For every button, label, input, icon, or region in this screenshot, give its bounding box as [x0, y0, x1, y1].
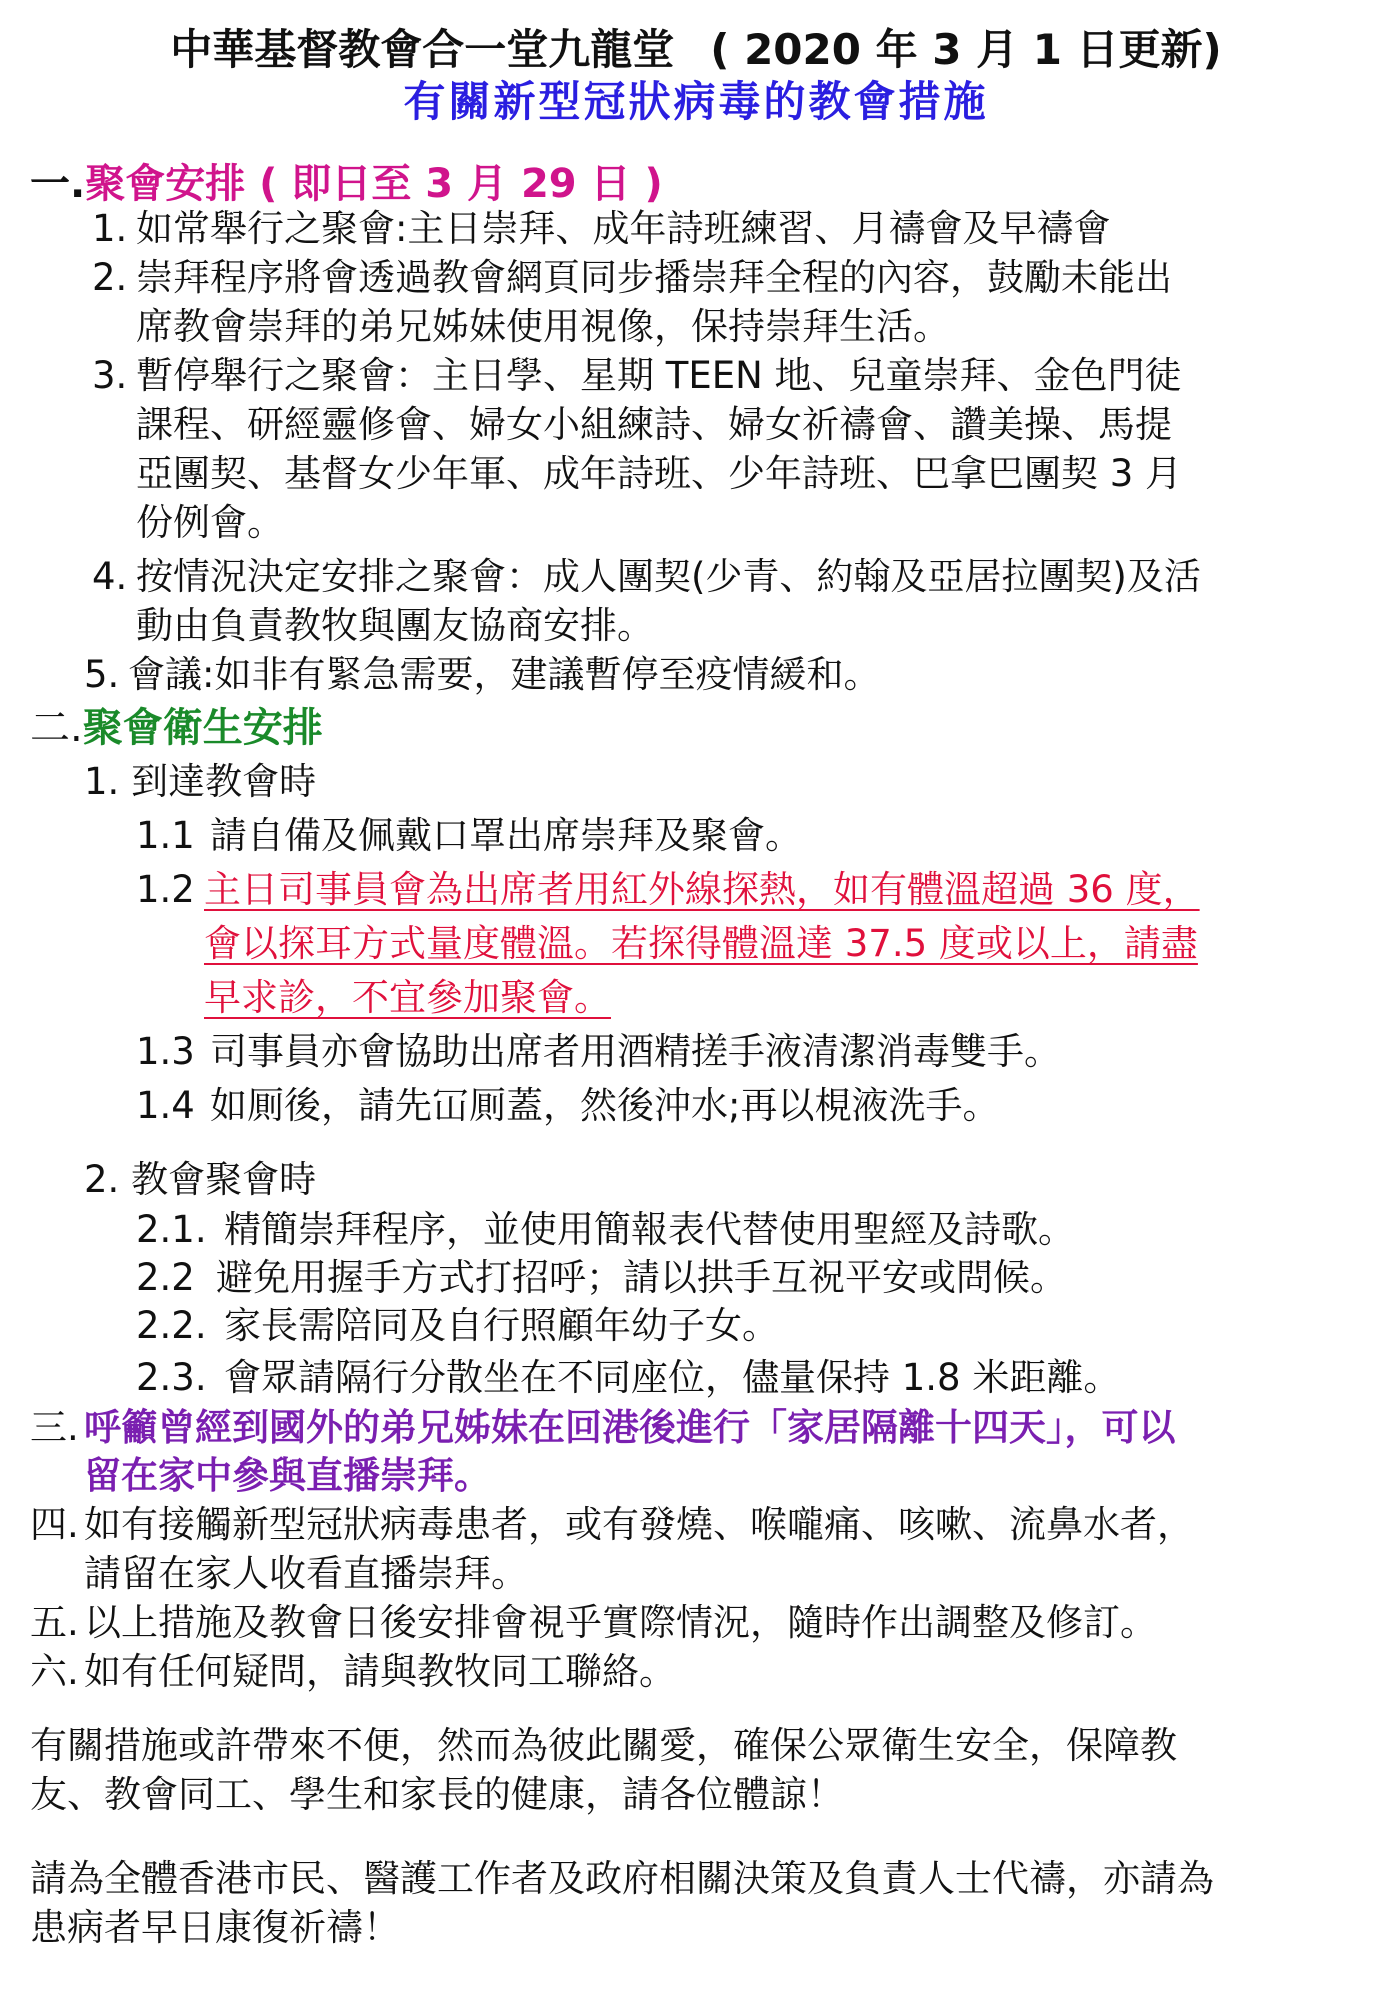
- sec2-item-2-1-text: 精簡崇拜程序，並使用簡報表代替使用聖經及詩歌。: [224, 1208, 1075, 1251]
- sec1-item-1-number: 1.: [92, 207, 128, 250]
- section-2-number: 二.: [30, 705, 83, 751]
- sec2-item-1-2-line-1: 主日司事員會為出席者用紅外線探熱，如有體溫超過 36 度，: [204, 868, 1200, 911]
- closing-2-line-2: 患病者早日康復祈禱！: [30, 1906, 400, 1949]
- sec1-item-4-number: 4.: [92, 555, 128, 598]
- closing-2-line-1: 請為全體香港市民、醫護工作者及政府相關決策及負責人士代禱，亦請為: [30, 1857, 1214, 1900]
- page-title: [0, 24, 1392, 76]
- sec1-item-2-line-1: 崇拜程序將會透過教會網頁同步播崇拜全程的內容，鼓勵未能出: [136, 256, 1172, 299]
- section-5-number: 五.: [30, 1601, 79, 1644]
- sec2-item-1-4-number: 1.4: [136, 1084, 195, 1127]
- sec1-item-3-line-3: 亞團契、基督女少年軍、成年詩班、少年詩班、巴拿巴團契 3 月: [136, 452, 1183, 495]
- section-3-number: 三.: [30, 1406, 79, 1449]
- sec2-item-1-2-line-3: 早求診，不宜參加聚會。: [204, 976, 611, 1019]
- sec1-item-3-line-1: 暫停舉行之聚會：主日學、星期 TEEN 地、兒童崇拜、金色門徒: [136, 354, 1182, 397]
- sec2-item-1-4-text: 如厠後，請先冚厠蓋，然後沖水;再以梘液洗手。: [210, 1084, 1000, 1127]
- sec1-item-5-line-1: 會議:如非有緊急需要，建議暫停至疫情緩和。: [128, 653, 881, 696]
- sec2-item-2-3-text: 會眾請隔行分散坐在不同座位，儘量保持 1.8 米距離。: [224, 1356, 1121, 1399]
- sec2-sub2-heading: 2. 教會聚會時: [84, 1158, 317, 1201]
- sec2-item-2-2b-number: 2.2.: [136, 1304, 207, 1347]
- sec2-item-1-1-text: 請自備及佩戴口罩出席崇拜及聚會。: [210, 814, 802, 857]
- sec1-item-1-line-1: 如常舉行之聚會:主日崇拜、成年詩班練習、月禱會及早禱會: [136, 207, 1111, 250]
- sec1-item-4-line-2: 動由負責教牧與團友協商安排。: [136, 604, 654, 647]
- sec2-item-2-3-number: 2.3.: [136, 1356, 207, 1399]
- sec2-item-1-1-number: 1.1: [136, 814, 195, 857]
- sec2-item-2-2b-text: 家長需陪同及自行照顧年幼子女。: [224, 1304, 779, 1347]
- sec1-item-3-number: 3.: [92, 354, 128, 397]
- section-5-text: 以上措施及教會日後安排會視乎實際情況，隨時作出調整及修訂。: [84, 1601, 1157, 1644]
- section-1-title: 聚會安排 ( 即日至 3 月 29 日 ): [85, 161, 663, 207]
- section-2-heading: [30, 704, 323, 752]
- section-4-number: 四.: [30, 1503, 79, 1546]
- sec2-item-1-2-number: 1.2: [136, 868, 195, 911]
- section-1-heading: [30, 160, 663, 208]
- sec1-item-3-line-2: 課程、研經靈修會、婦女小組練詩、婦女祈禱會、讚美操、馬提: [136, 403, 1172, 446]
- update-date: ( 2020 年 3 月 1 日更新): [710, 25, 1222, 74]
- sec1-item-4-line-1: 按情況決定安排之聚會：成人團契(少青、約翰及亞居拉團契)及活: [136, 555, 1201, 598]
- sec2-item-2-2-text: 避免用握手方式打招呼；請以拱手互祝平安或問候。: [216, 1256, 1067, 1299]
- sec1-item-2-line-2: 席教會崇拜的弟兄姊妹使用視像，保持崇拜生活。: [136, 305, 950, 348]
- page-subtitle: 有關新型冠狀病毒的教會措施: [403, 77, 989, 126]
- closing-1-line-2: 友、教會同工、學生和家長的健康，請各位體諒！: [30, 1773, 844, 1816]
- sec2-sub1-heading: 1. 到達教會時: [84, 760, 317, 803]
- section-3-line-2: 留在家中參與直播崇拜。: [84, 1454, 491, 1497]
- sec1-item-2-number: 2.: [92, 256, 128, 299]
- section-6-number: 六.: [30, 1650, 79, 1693]
- section-6-text: 如有任何疑問，請與教牧同工聯絡。: [84, 1650, 676, 1693]
- sec2-item-2-1-number: 2.1.: [136, 1208, 207, 1251]
- sec1-item-3-line-4: 份例會。: [136, 501, 284, 544]
- section-3-line-1: 呼籲曾經到國外的弟兄姊妹在回港後進行「家居隔離十四天」，可以: [84, 1406, 1176, 1449]
- closing-1-line-1: 有關措施或許帶來不便，然而為彼此關愛，確保公眾衛生安全，保障教: [30, 1724, 1177, 1767]
- sec2-item-2-2-number: 2.2: [136, 1256, 195, 1299]
- church-name: 中華基督教會合一堂九龍堂: [170, 25, 675, 74]
- sec2-item-1-2-line-2: 會以探耳方式量度體溫。若探得體溫達 37.5 度或以上，請盡: [204, 922, 1198, 965]
- section-2-title: 聚會衛生安排: [82, 705, 323, 751]
- section-4-line-2: 請留在家人收看直播崇拜。: [84, 1552, 528, 1595]
- section-1-number: 一.: [30, 161, 86, 207]
- sec2-item-1-3-number: 1.3: [136, 1030, 195, 1073]
- sec2-item-1-3-text: 司事員亦會協助出席者用酒精搓手液清潔消毒雙手。: [210, 1030, 1061, 1073]
- sec1-item-5-number: 5.: [84, 653, 120, 696]
- section-4-line-1: 如有接觸新型冠狀病毒患者，或有發燒、喉嚨痛、咳嗽、流鼻水者，: [84, 1503, 1194, 1546]
